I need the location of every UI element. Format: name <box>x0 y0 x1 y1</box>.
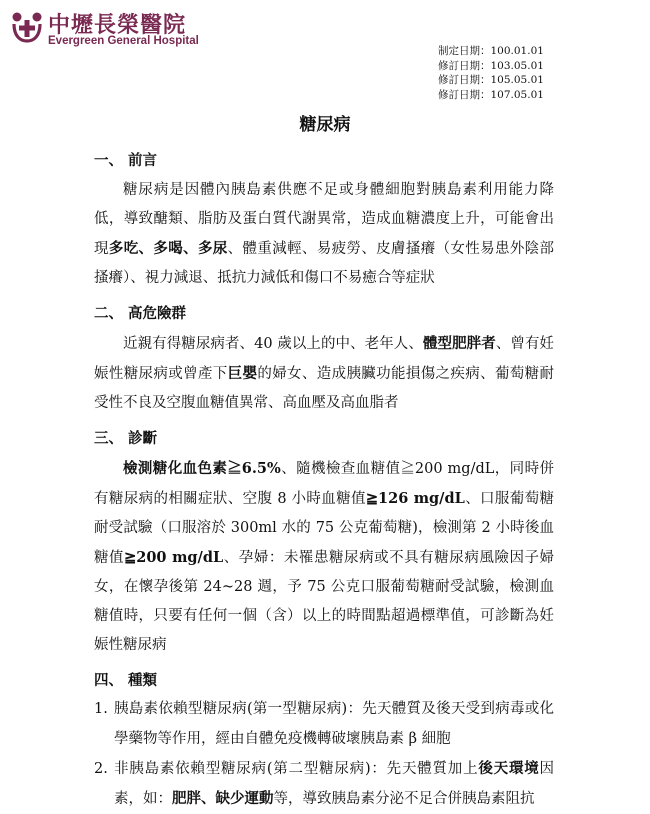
list-item-number: 2. <box>94 761 108 777</box>
text-run: 、孕婦：未罹患糖尿病或不具有糖尿病風險因子婦女，在懷孕後第 24~28 週，予 75 公克口服葡萄糖耐受試驗，檢測血糖值時，只要有任何一個（含）以上的時間點超過標準值，可診斷為妊娠性糖尿病 <box>94 550 555 653</box>
section-paragraph <box>94 329 554 418</box>
text-run: 近親有得糖尿病者、40 歲以上的中、老年人、 <box>123 336 423 352</box>
list-item-text <box>114 701 554 747</box>
text-run: 、隨機檢查血糖值≧200 mg/dL，同時併有糖尿病的相關症狀、空腹 8 小時血糖值 <box>94 461 554 507</box>
hospital-logo <box>10 8 230 52</box>
text-run: 、體重減輕、易疲勞、皮膚搔癢（女性易患外陰部搔癢）、視力減退、抵抗力減低和傷口不易癒合等症狀 <box>94 241 555 286</box>
revision-date: 修訂日期：105.05.01 <box>438 74 544 86</box>
section-paragraph <box>94 454 554 660</box>
hospital-name: 中壢長榮醫院 <box>48 13 187 38</box>
revision-date: 修訂日期：107.05.01 <box>438 88 544 101</box>
text-run: 、口服葡萄糖耐受試驗（口服溶於 300ml 水的 75 公克葡萄糖)，檢測第 2 小時後血糖值 <box>94 491 555 566</box>
hospital-name-english: Evergreen General Hospital <box>48 35 199 47</box>
document-body <box>94 148 554 814</box>
section-introduction <box>94 148 554 293</box>
text-run: 胰島素依賴型糖尿病(第一型糖尿病)：先天體質及後天受到病毒或化學藥物等作用，經由自體免疫機轉破壞胰島素 β 細胞 <box>114 701 554 747</box>
section-heading: 一、 前言 <box>94 152 158 169</box>
emphasized-text: 肥胖、缺少運動 <box>172 790 274 807</box>
list-item <box>94 694 554 754</box>
text-run: 、曾有妊娠性糖尿病或曾產下 <box>94 336 555 382</box>
hospital-cross-logo-icon <box>10 10 44 44</box>
section-paragraph <box>94 176 554 293</box>
emphasized-text: 多吃、多喝、多尿 <box>108 240 228 257</box>
list-item-text <box>114 761 554 807</box>
emphasized-text: 後天環境 <box>478 760 540 777</box>
document-title: 糖尿病 <box>299 115 351 135</box>
section-diagnosis <box>94 426 554 660</box>
types-list <box>94 694 554 814</box>
revision-dates <box>438 44 544 102</box>
section-high-risk-groups <box>94 301 554 418</box>
list-item <box>94 754 554 814</box>
section-heading: 三、 診斷 <box>94 430 158 447</box>
text-run: 因素，如： <box>114 761 555 807</box>
emphasized-text: ≧200 mg/dL <box>124 549 224 566</box>
emphasized-text: 檢測糖化血色素≧6.5% <box>123 460 281 477</box>
section-heading: 二、 高危險群 <box>94 305 187 322</box>
emphasized-text: ≧126 mg/dL <box>365 490 465 507</box>
text-run: 糖尿病是因體內胰島素供應不足或身體細胞對胰島素利用能力降低，導致醣類、脂肪及蛋白質代謝異常，造成血糖濃度上升，可能會出現 <box>94 182 554 257</box>
established-date: 制定日期：100.01.01 <box>438 45 544 57</box>
revision-date: 修訂日期：103.05.01 <box>438 59 544 72</box>
text-run: 的婦女、造成胰臟功能損傷之疾病、葡萄糖耐受性不良及空腹血糖值異常、高血壓及高血脂者 <box>94 366 555 411</box>
emphasized-text: 體型肥胖者 <box>422 335 496 352</box>
list-item-number: 1. <box>94 701 108 717</box>
emphasized-text: 巨嬰 <box>227 365 258 382</box>
section-heading: 四、 種類 <box>94 672 158 689</box>
text-run: 非胰島素依賴型糖尿病(第二型糖尿病)：先天體質加上 <box>114 761 479 777</box>
section-types <box>94 668 554 814</box>
text-run: 等，導致胰島素分泌不足合併胰島素阻抗 <box>273 791 535 807</box>
